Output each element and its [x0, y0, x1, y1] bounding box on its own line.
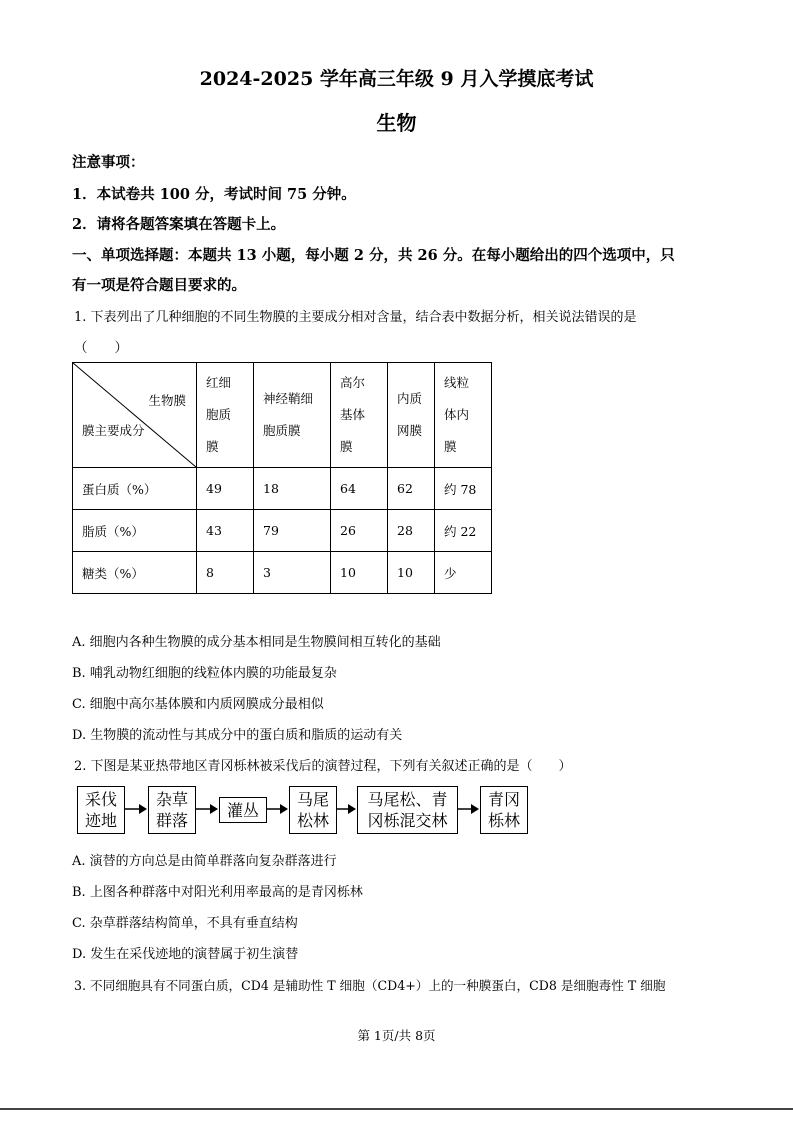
membrane-table [72, 362, 492, 594]
table-cell: 10 [331, 552, 388, 594]
flow-box-logging-site: 采伐 迹地 [77, 786, 125, 834]
notice-item-1: 1．本试卷共 100 分，考试时间 75 分钟。 [72, 186, 356, 203]
row-label: 脂质（%） [73, 510, 197, 552]
row-label: 蛋白质（%） [73, 468, 197, 510]
table-col-header: 线粒 体内 膜 [435, 363, 492, 468]
q2-option-c: C. 杂草群落结构简单，不具有垂直结构 [72, 916, 298, 931]
q1-option-a: A. 细胞内各种生物膜的成分基本相同是生物膜间相互转化的基础 [72, 635, 441, 650]
table-col-header: 高尔 基体 膜 [331, 363, 388, 468]
table-cell: 26 [331, 510, 388, 552]
table-cell: 10 [388, 552, 435, 594]
exam-title: 2024-2025 学年高三年级 9 月入学摸底考试 [199, 68, 594, 90]
flow-arrow-icon [196, 803, 218, 815]
section1-line2: 有一项是符合题目要求的。 [72, 277, 246, 294]
table-cell: 28 [388, 510, 435, 552]
table-cell: 43 [197, 510, 254, 552]
page-number: 第 1页/共 8页 [357, 1028, 436, 1043]
table-col-header: 神经鞘细 胞质膜 [254, 363, 331, 468]
q2-option-b: B. 上图各种群落中对阳光利用率最高的是青冈栎林 [72, 885, 363, 900]
table-cell: 62 [388, 468, 435, 510]
subject-title: 生物 [376, 111, 417, 135]
q3-stem: 3. 不同细胞具有不同蛋白质，CD4 是辅助性 T 细胞（CD4+）上的一种膜蛋白，CD8 是细胞毒性 T 细胞 [74, 978, 666, 993]
section1-line1: 一、单项选择题：本题共 13 小题，每小题 2 分，共 26 分。在每小题给出的四个选项中，只 [72, 247, 675, 264]
table-cell: 约 22 [435, 510, 492, 552]
notice-item-2: 2．请将各题答案填在答题卡上。 [72, 216, 286, 233]
flow-arrow-icon [458, 803, 479, 815]
q1-stem-line1: 1. 下表列出了几种细胞的不同生物膜的主要成分相对含量，结合表中数据分析，相关说法错误的是 [74, 310, 637, 325]
table-cell: 3 [254, 552, 331, 594]
bottom-divider [0, 1108, 793, 1110]
notice-heading: 注意事项： [72, 154, 145, 171]
flow-box-mixed-forest: 马尾松、青 冈栎混交林 [357, 786, 458, 834]
table-header-row [73, 363, 492, 468]
q2-option-a: A. 演替的方向总是由简单群落向复杂群落进行 [72, 854, 337, 869]
flow-arrow-icon [267, 803, 288, 815]
flow-box-shrub: 灌丛 [219, 797, 267, 823]
q2-stem: 2. 下图是某亚热带地区青冈栎林被采伐后的演替过程，下列有关叙述正确的是（ ） [74, 759, 572, 774]
table-cell: 8 [197, 552, 254, 594]
table-cell: 49 [197, 468, 254, 510]
table-cell: 约 78 [435, 468, 492, 510]
flow-arrow-icon [125, 803, 147, 815]
table-cell: 64 [331, 468, 388, 510]
table-cell: 少 [435, 552, 492, 594]
table-corner-cell [73, 363, 197, 468]
flow-box-oak-forest: 青冈 栎林 [480, 786, 528, 834]
table-row [73, 552, 492, 594]
table-cell: 79 [254, 510, 331, 552]
q1-option-b: B. 哺乳动物红细胞的线粒体内膜的功能最复杂 [72, 666, 337, 681]
diagonal-line [73, 363, 196, 467]
q1-option-c: C. 细胞中高尔基体膜和内质网膜成分最相似 [72, 697, 324, 712]
table-row [73, 510, 492, 552]
q1-option-d: D. 生物膜的流动性与其成分中的蛋白质和脂质的运动有关 [72, 728, 403, 743]
corner-top-label: 生物膜 [148, 393, 186, 408]
row-label: 糖类（%） [73, 552, 197, 594]
flow-box-weed-community: 杂草 群落 [148, 786, 196, 834]
table-col-header: 内质 网膜 [388, 363, 435, 468]
q2-option-d: D. 发生在采伐迹地的演替属于初生演替 [72, 947, 299, 962]
corner-bottom-label: 膜主要成分 [82, 423, 145, 438]
q1-stem-line2: （ ） [74, 340, 128, 356]
table-cell: 18 [254, 468, 331, 510]
table-col-header: 红细 胞质 膜 [197, 363, 254, 468]
flow-arrow-icon [337, 803, 356, 815]
table-row [73, 468, 492, 510]
flow-box-pine-forest: 马尾 松林 [289, 786, 337, 834]
